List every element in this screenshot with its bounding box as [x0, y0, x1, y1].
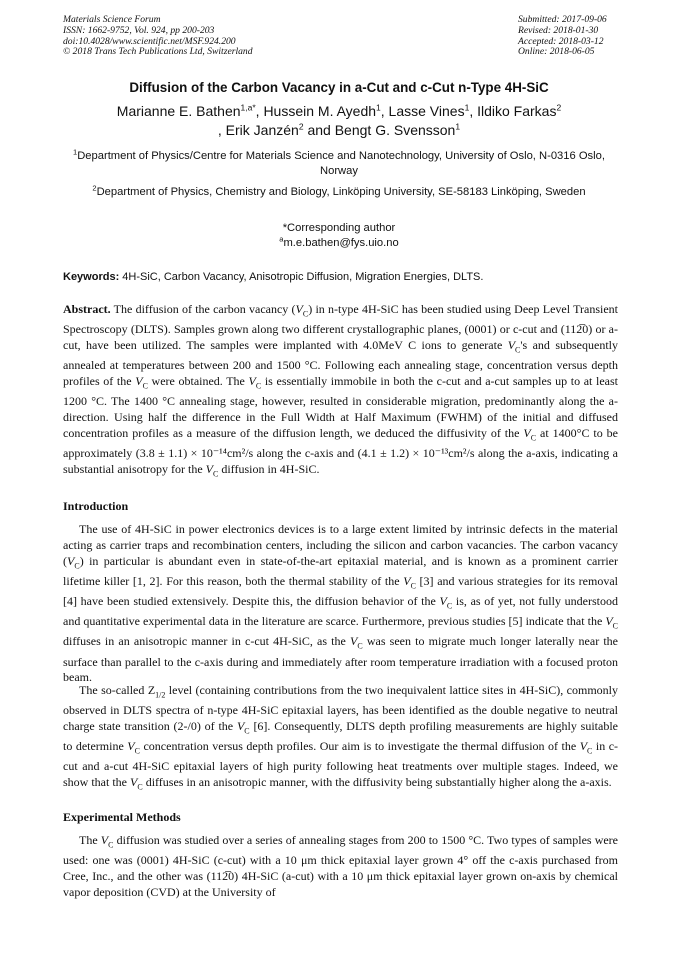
date-revised: Revised: 2018-01-30 [518, 24, 599, 36]
section-heading-introduction: Introduction [63, 499, 129, 513]
journal-copyright: © 2018 Trans Tech Publications Ltd, Switzerland [63, 46, 253, 58]
date-online: Online: 2018-06-05 [518, 46, 595, 58]
corresponding-label: *Corresponding author [282, 222, 396, 234]
author-name: Marianne E. Bathen [116, 103, 241, 119]
author-affiliation-mark: 2 [298, 121, 304, 132]
author-affiliation-mark: 2 [556, 102, 562, 113]
introduction-paragraph-2: The so-called $Z_{1/2}$ level (containing contributions from the two inequivalent lattice sites in 4H-SiC), commonly observed in DLTS spectra of n-type 4H-SiC epitaxial layers, has been identified as the double negative to neutral charge state transition (2-/0) of the $V_C$ [6]. Consequently, DLTS depth profiling measurements are highly suitable to determine $V_C$ concentration versus depth profiles. Our aim is to investigate the thermal diffusion of the $V_C$ in c-cut and a-cut 4H-SiC epitaxial layers of high purity following heat treatments over multiple stages. Indeed, we show that the $V_C$ diffuses in an anisotropic manner, with the diffusivity being substantially higher along the a-axis. [63, 683, 619, 792]
journal-issn: ISSN: 1662-9752, Vol. 924, pp 200-203 [63, 24, 215, 36]
introduction-paragraph-1: The use of 4H-SiC in power electronics devices is to a large extent limited by intrinsic defects in the material acting as carrier traps and recombination centers, including the silicon and carbon vacancies. The carbon vacancy $(V_C)$ in particular is abundant even in state-of-the-art epitaxial material, and is known as a prominent carrier lifetime killer [1, 2]. For this reason, both the thermal stability of the $V_C$ [3] and various strategies for its removal [4] have been studied extensively. Despite this, the diffusion behavior of the $V_C$ is, as of yet, not fully understood and quantitative experimental data in the literature are scarce. Furthermore, previous studies [5] indicate that the $V_C$ diffuses in an anisotropic manner in c-cut 4H-SiC, as the $V_C$ was seen to migrate much longer laterally near the surface than parallel to the c-axis during and immediately after room temperature irradiation with a focused proton beam. [63, 522, 619, 685]
corresponding-email[interactable]: $^a$m.e.bathen@fys.uio.no [279, 234, 399, 249]
author-name: and Bengt G. Svensson [303, 122, 456, 138]
paper-title: Diffusion of the Carbon Vacancy in a-Cut and c-Cut n-Type 4H-SiC [129, 80, 549, 95]
date-accepted: Accepted: 2018-03-12 [518, 35, 604, 47]
abstract-text: The diffusion of the carbon vacancy $(V_C)$ in n-type 4H-SiC has been studied using Deep Level Transient Spectroscopy (DLTS). Samples grown along two different crystallographic planes, (0001) or c-cut and (112̅0) or a-cut, have been utilized. The samples were implanted with 4.0MeV C ions to generate $V_C's$ and subsequently annealed at temperatures between 200 and 1500 °C. Following each annealing stage, concentration versus depth profiles of the $V_C$ were obtained. The $V_C$ is essentially immobile in both the c-cut and a-cut samples up to at least 1200 °C. The 1400 °C annealing stage, however, resulted in considerable migration, predominantly along the a-direction. Using half the difference in the Full Width at Half Maximum (FWHM) of the initial and diffused concentration profiles as a measure of the diffusion length, we deduced the diffusivity of the $V_C$ at 1400°C to be approximately (3.8 ± 1.1) × 10⁻¹⁴cm²/s along the c-axis and (4.1 ± 1.2) × 10⁻¹³cm²/s along the a-axis, indicating a substantial anisotropy for the $V_C$ diffusion in 4H-SiC. [63, 302, 619, 479]
journal-doi: doi:10.4028/www.scientific.net/MSF.924.200 [63, 35, 236, 47]
abstract [63, 302, 618, 482]
author-name: , Ildiko Farkas [469, 103, 557, 119]
dates-header [518, 15, 618, 58]
keywords [63, 270, 618, 284]
abstract-label: Abstract. [63, 302, 111, 316]
corresponding-author [60, 221, 618, 251]
author-affiliation-mark: 1 [376, 102, 381, 113]
author-list [60, 102, 618, 140]
journal-name: Materials Science Forum [63, 14, 161, 25]
author-affiliation-mark: 1 [464, 102, 470, 113]
author-name: , Lasse Vines [380, 103, 465, 119]
date-submitted: Submitted: 2017-09-06 [518, 14, 607, 25]
author-affiliation-mark: 1 [455, 121, 461, 132]
section-heading-experimental: Experimental Methods [63, 810, 181, 824]
affiliation-2: $^2$Department of Physics, Chemistry and Biology, Linköping University, SE-58183 Linköping, Sweden [92, 183, 586, 198]
affiliation-1: $^1$Department of Physics/Centre for Materials Science and Nanotechnology, University of Oslo, N-0316 Oslo, Norway [73, 147, 605, 177]
author-affiliation-mark: 1,a* [240, 102, 256, 113]
keywords-label: Keywords: [63, 271, 120, 283]
keywords-text: 4H-SiC, Carbon Vacancy, Anisotropic Diffusion, Migration Energies, DLTS. [119, 271, 484, 283]
author-name: , Hussein M. Ayedh [255, 103, 377, 119]
experimental-paragraph-1: The $V_C$ diffusion was studied over a series of annealing stages from 200 to 1500 °C. Two types of samples were used: one was (0001) 4H-SiC (c-cut) with a 10 μm thick epitaxial layer grown 4° off the c-axis purchased from Cree, Inc., and the other was (112̅0) 4H-SiC (a-cut) with a 10 μm thick epitaxial layer grown on-axis by chemical vapor deposition (CVD) at the University of [63, 833, 619, 899]
journal-header [63, 15, 253, 58]
author-name: , Erik Janzén [217, 122, 299, 138]
